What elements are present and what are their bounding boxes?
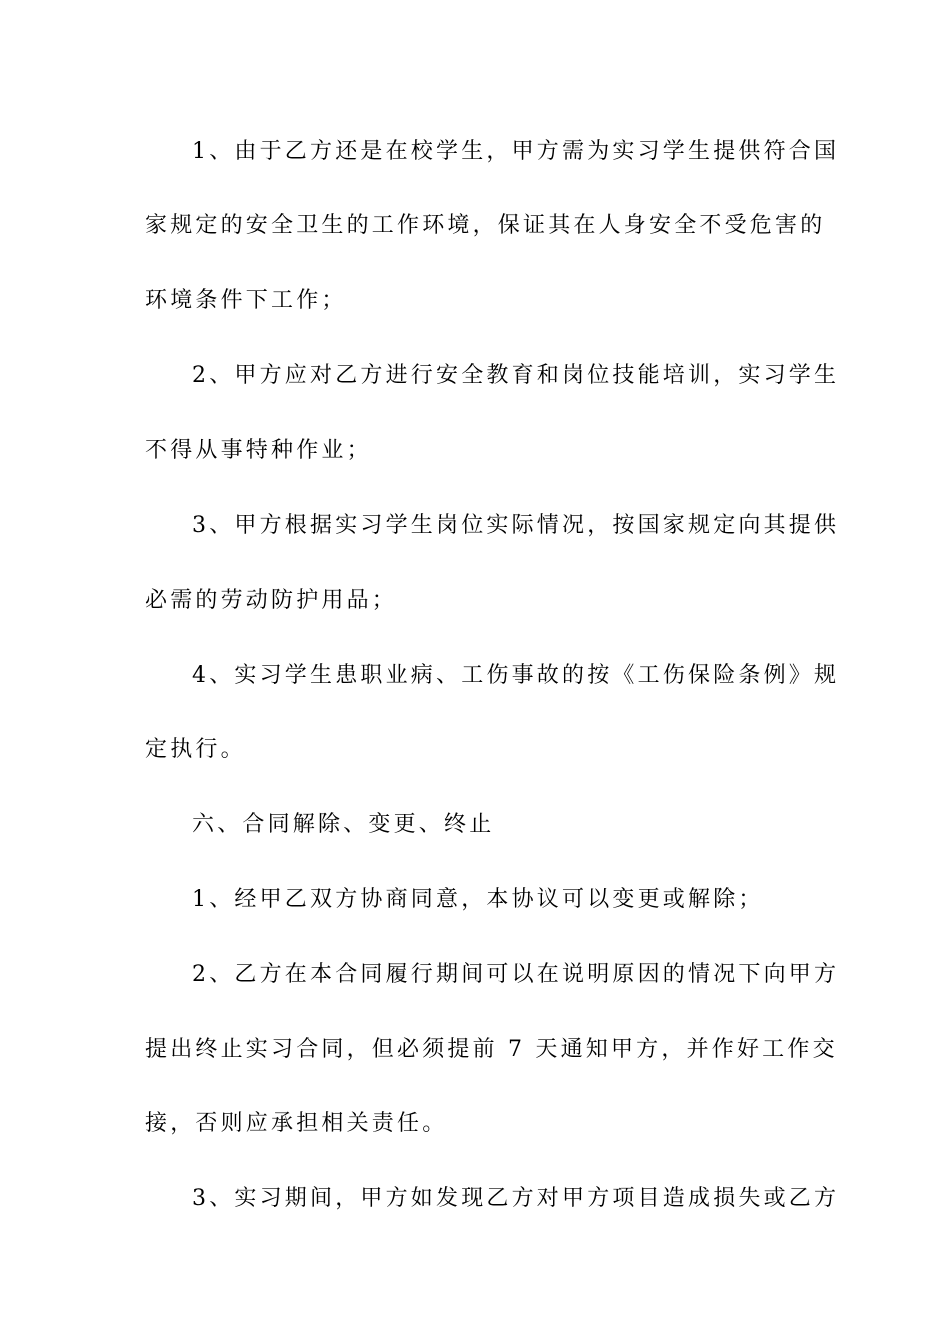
text-line: 4、实习学生患职业病、工伤事故的按《工伤保险条例》规 (192, 663, 840, 688)
text-line: 环境条件下工作； (145, 288, 347, 313)
text-line: 家规定的安全卫生的工作环境，保证其在人身安全不受危害的 (145, 213, 826, 238)
text-line: 1、由于乙方还是在校学生，甲方需为实习学生提供符合国 (192, 139, 840, 164)
text-line: 不得从事特种作业； (145, 438, 372, 463)
text-line: 提出终止实习合同，但必须提前 7 天通知甲方，并作好工作交 (145, 1037, 838, 1062)
text-line: 接，否则应承担相关责任。 (145, 1111, 448, 1136)
text-line: 定执行。 (145, 737, 246, 762)
text-line: 2、乙方在本合同履行期间可以在说明原因的情况下向甲方 (192, 962, 840, 987)
section-heading: 六、合同解除、变更、终止 (192, 812, 495, 837)
text-line: 3、实习期间，甲方如发现乙方对甲方项目造成损失或乙方 (192, 1186, 840, 1211)
text-line: 必需的劳动防护用品； (145, 588, 398, 613)
text-line: 2、甲方应对乙方进行安全教育和岗位技能培训，实习学生 (192, 363, 840, 388)
text-line: 3、甲方根据实习学生岗位实际情况，按国家规定向其提供 (192, 513, 840, 538)
text-line: 1、经甲乙双方协商同意，本协议可以变更或解除； (192, 887, 764, 912)
